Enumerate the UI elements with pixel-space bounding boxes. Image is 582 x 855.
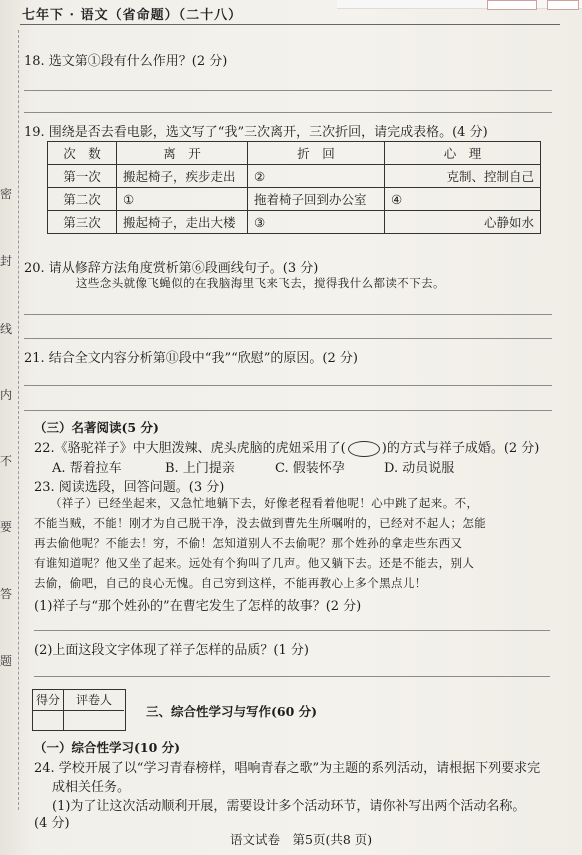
part-heading: 三、综合性学习与写作(60 分) [146, 704, 318, 719]
page-footer: 语文试卷 第5页(共8 页) [230, 832, 373, 847]
table-cell: 第一次 [48, 165, 117, 188]
table-cell: ① [117, 188, 248, 211]
table-header: 离 开 [117, 142, 248, 165]
table-header: 心 理 [385, 142, 541, 165]
binding-char: 题 [0, 654, 13, 668]
question-23-1: (1)祥子与“那个姓孙的”在曹宅发生了怎样的故事？(2 分) [34, 599, 362, 614]
question-19-table [47, 141, 541, 234]
answer-blank[interactable] [348, 441, 380, 457]
binding-line [18, 30, 19, 810]
binding-char: 答 [0, 587, 13, 601]
question-24-1-score: (4 分) [34, 816, 70, 831]
question-21: 21. 结合全文内容分析第⑪段中“我”“欣慰”的原因。(2 分) [24, 351, 358, 366]
question-19: 19. 围绕是否去看电影，选文写了“我”三次离开，三次折回，请完成表格。(4 分) [24, 125, 488, 140]
binding-char: 不 [0, 454, 13, 468]
question-18: 18. 选文第①段有什么作用？(2 分) [24, 54, 228, 69]
grader-label: 评卷人 [64, 690, 124, 711]
question-23-2: (2)上面这段文字体现了祥子怎样的品质？(1 分) [34, 643, 309, 658]
question-22-option: D. 动员说服 [384, 461, 455, 476]
answer-line [24, 338, 552, 339]
table-cell: ④ [385, 188, 541, 211]
question-22 [34, 437, 539, 457]
toolbar-button[interactable] [547, 0, 579, 10]
answer-line [24, 385, 552, 386]
header-rule [20, 24, 560, 25]
table-cell: 拖着椅子回到办公室 [248, 188, 385, 211]
section-heading: （一）综合性学习(10 分) [34, 740, 181, 755]
question-24-1: (1)为了让这次活动顺利开展，需要设计多个活动环节，请你补写出两个活动名称。 [52, 799, 526, 814]
passage-line: 去偷，偷吧，自己的良心无愧。自己穷到这样，不能再教心上多个黑点儿！ [34, 576, 427, 590]
score-label: 得分 [33, 690, 64, 711]
passage-line: 不能当贼，不能！刚才为自己脱干净，没去做到曹先生所嘱咐的，已经对不起人；怎能 [34, 516, 487, 530]
table-cell: ③ [248, 211, 385, 234]
table-row [48, 165, 541, 188]
table-cell: 克制、控制自己 [385, 165, 541, 188]
binding-char: 内 [0, 388, 13, 402]
page-header: 七年下 · 语文（省命题）（二十八） [22, 8, 243, 23]
answer-line [34, 630, 550, 631]
section-heading: （三）名著阅读(5 分) [34, 420, 159, 435]
toolbar-button[interactable] [487, 0, 537, 10]
table-cell: ② [248, 165, 385, 188]
table-cell: 搬起椅子，疾步走出 [117, 165, 248, 188]
table-header: 次 数 [48, 142, 117, 165]
passage-line: （祥子）已经坐起来，又急忙地躺下去，好像老程看着他呢！心中跳了起来。不， [50, 496, 479, 510]
score-field[interactable] [33, 711, 64, 730]
table-row [48, 211, 541, 234]
question-22-option: A. 帮着拉车 [52, 461, 122, 476]
table-row [48, 188, 541, 211]
table-header: 折 回 [248, 142, 385, 165]
question-22-option: C. 假装怀孕 [275, 461, 345, 476]
question-23: 23. 阅读选段，回答问题。(3 分) [34, 480, 225, 495]
question-22-option: B. 上门提亲 [165, 461, 235, 476]
table-cell: 心静如水 [385, 211, 541, 234]
answer-line [24, 112, 552, 113]
question-22-text: )的方式与祥子成婚。(2 分) [381, 441, 540, 456]
passage-line: 有谁知道呢？他又坐了起来。远处有个狗叫了几声。他又躺下去。还是不能去，别人 [34, 556, 475, 570]
binding-char: 密 [0, 187, 13, 201]
question-24: 24. 学校开展了以“学习青春榜样，唱响青春之歌”为主题的系列活动，请根据下列要求完 [34, 761, 541, 776]
table-cell: 第三次 [48, 211, 117, 234]
binding-char: 线 [0, 322, 13, 336]
binding-char: 要 [0, 520, 13, 534]
score-box [32, 689, 126, 731]
answer-line [34, 676, 550, 677]
answer-line [24, 90, 552, 91]
table-cell: 搬起椅子，走出大楼 [117, 211, 248, 234]
answer-line [24, 410, 552, 411]
table-cell: 第二次 [48, 188, 117, 211]
answer-line [24, 314, 552, 315]
passage-line: 再去偷他呢？不能去！穷，不偷！怎知道别人不去偷呢？那个姓孙的拿走些东西又 [34, 536, 463, 550]
question-24-cont: 成相关任务。 [52, 780, 131, 795]
question-22-text: 22.《骆驼祥子》中大胆泼辣、虎头虎脑的虎妞采用了( [34, 441, 346, 456]
table-header-row [48, 142, 541, 165]
viewer-toolbar [337, 0, 582, 9]
binding-char: 封 [0, 254, 13, 268]
question-20-quote: 这些念头就像飞蝇似的在我脑海里飞来飞去，搅得我什么都读不下去。 [76, 276, 445, 290]
question-20: 20. 请从修辞方法角度赏析第⑥段画线句子。(3 分) [24, 261, 319, 276]
